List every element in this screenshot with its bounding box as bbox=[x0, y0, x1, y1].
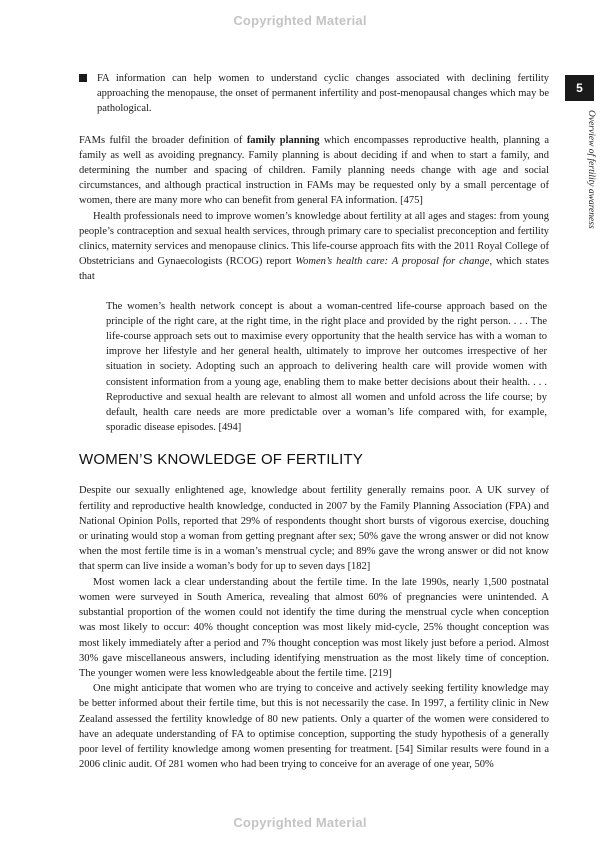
term-family-planning: family planning bbox=[246, 134, 320, 146]
report-title: Women’s health care: A proposal for change bbox=[295, 256, 490, 268]
chapter-number-tab: 5 bbox=[565, 75, 594, 101]
paragraph-fertile-time: Most women lack a clear understanding about the fertile time. In the late 1990s, nearly 1,500 postnatal women were surveyed in South America, revealing that almost 60% of pregnancies were unintended. A substantial proportion of the women could not identify the time during the menstrual cycle when conception was most likely to occur: 40% thought conception was most likely mid-cycle, 25% thought conception was most likely immediately after a period and 7% thought conception was most likely just before a period. Almost 30% gave miscellaneous answers, including identifying menstruation as the most likely time of conception. The younger women were less knowledgeable about the fertile time. [219] bbox=[79, 576, 549, 679]
paragraph-fertility-clinic: One might anticipate that women who are trying to conceive and actively seeking fertility knowledge may be better informed about their fertile time, but this is not necessarily the case. In 1997, a fertility clinic in New Zealand assessed the fertility knowledge of 80 new patients. Only a quarter of the women were considered to have an adequate understanding of FA to optimise conception, supporting the study hypothesis of a generally poor level of fertility knowledge among women presenting for treatment. [54] Similar results were found in a 2006 clinic audit. Of 281 women who had been trying to conceive for an average of one year, 50% bbox=[79, 683, 549, 771]
paragraph-text: Health professionals need to improve women’s knowledge about fertility at all ages and stages: from young people’s contraception and sexual health services, through primary care to specialist preconception and fertility clinics, maternity services and menopause clinics. This life-course approach fits with the 2011 Royal College of Obstetricians and Gynaecologists (RCOG) report bbox=[79, 210, 549, 268]
running-chapter-title: Overview of fertility awareness bbox=[586, 110, 596, 229]
paragraph-text: which encompasses reproductive health, planning a family as well as avoiding pregnancy. Family planning is about deciding if and when to start a family, and determining the number and spacing of children. Family planning needs change with age and social circumstances, and although practical instruction in FAMs may be requested only by a small percentage of women, there are many more who can benefit from general FA information. [475] bbox=[79, 134, 549, 207]
paragraph-text: FAMs fulfil the broader definition of bbox=[79, 134, 247, 146]
copyright-watermark-top: Copyrighted Material bbox=[233, 13, 367, 28]
square-bullet-icon bbox=[79, 74, 87, 82]
paragraph-survey: Despite our sexually enlightened age, knowledge about fertility generally remains poor. A UK survey of fertility and reproductive health knowledge, conducted in 2007 by the Family Planning Association (FPA) and National Opinion Polls, reported that 29% of respondents thought short bursts of vigorous exercise, douching or urinating would stop a woman from getting pregnant after sex; 50% gave the wrong answer or did not know when the most fertile time is in a woman’s menstrual cycle; and 89% gave the wrong answer or did not know that sperm can live inside a woman’s body for up to seven days [182] bbox=[79, 485, 549, 573]
section-heading: WOMEN’S KNOWLEDGE OF FERTILITY bbox=[79, 451, 364, 469]
paragraph-text: , which states that bbox=[79, 256, 549, 283]
block-quote: The women’s health network concept is about a woman-centred life-course approach based on the principle of the right care, at the right time, in the right place and provided by the right person. . . . The life-course approach sets out to maximise every opportunity that the health service has with a woman to improve her lifestyle and her general health, ultimately to improve her outcomes irrespective of her situation in society. Adopting such an approach to delivering health care will provide women with consistent information from a young age, enabling them to make better decisions about their health. . . . Reproductive and sexual health are relevant to almost all women and unfold across the life course; by default, health care needs are more predictable over a woman’s life compared with, for example, sporadic disease episodes. [494] bbox=[106, 300, 547, 434]
paragraph-health-professionals bbox=[79, 209, 549, 285]
paragraph-family-planning bbox=[79, 133, 549, 209]
page-body bbox=[79, 71, 549, 772]
bullet-item bbox=[79, 71, 549, 117]
bullet-text: FA information can help women to understand cyclic changes associated with declining fertility approaching the menopause, the onset of permanent infertility and post-menopausal changes which may be pathological. bbox=[97, 73, 549, 115]
copyright-watermark-bottom: Copyrighted Material bbox=[233, 815, 367, 830]
